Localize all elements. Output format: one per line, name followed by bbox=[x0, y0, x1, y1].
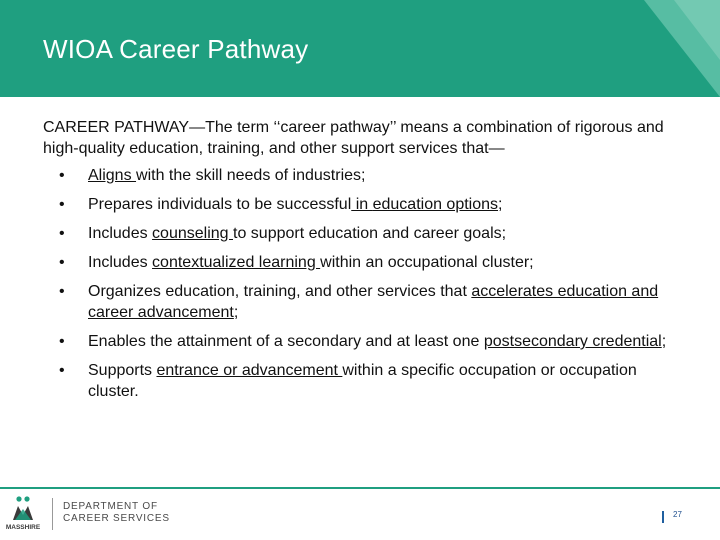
masshire-logo bbox=[5, 494, 45, 534]
bullet-item bbox=[43, 252, 683, 273]
underlined-term: accelerates education and career advancement bbox=[88, 283, 659, 321]
underlined-term: in bbox=[351, 196, 373, 213]
bullet-dot: • bbox=[59, 225, 65, 242]
underlined-term: entrance or advancement bbox=[156, 362, 343, 379]
bullet-item bbox=[43, 331, 683, 352]
bullet-dot: • bbox=[59, 196, 65, 213]
bullet-list bbox=[43, 165, 683, 402]
slide-title: WIOA Career Pathway bbox=[43, 34, 309, 64]
bullet-text: Includes bbox=[88, 254, 153, 271]
bullet-dot: • bbox=[59, 362, 65, 379]
bullet-item bbox=[43, 360, 683, 402]
bullet-item bbox=[43, 194, 683, 215]
bullet-dot: • bbox=[59, 283, 65, 300]
bullet-dot: • bbox=[59, 254, 65, 271]
bullet-text: within a specific occupation or occupation cluster. bbox=[88, 362, 637, 400]
bullet-text: ; bbox=[661, 333, 667, 350]
underlined-term: contextualized learning bbox=[152, 254, 321, 271]
bullet-dot: • bbox=[59, 333, 65, 350]
logo-text: MASSHIRE bbox=[5, 524, 41, 531]
underlined-term: postsecondary credential bbox=[483, 333, 662, 350]
intro-paragraph: CAREER PATHWAY—The term ‘‘career pathway’’ means a combination of rigorous and high-quality education, training, and other support services that— bbox=[43, 119, 664, 157]
underlined-term: counseling bbox=[152, 225, 233, 242]
header-decoration-light bbox=[674, 0, 720, 60]
underlined-term: education options bbox=[372, 196, 499, 213]
bullet-text: within an occupational cluster; bbox=[320, 254, 534, 271]
slide-header bbox=[0, 0, 720, 97]
bullet-text: Supports bbox=[88, 362, 157, 379]
bullet-text: Includes bbox=[88, 225, 153, 242]
bullet-item bbox=[43, 223, 683, 244]
bullet-item bbox=[43, 281, 683, 323]
underlined-term: Aligns bbox=[88, 167, 137, 184]
slide-body bbox=[43, 117, 683, 410]
bullet-dot: • bbox=[59, 167, 65, 184]
page-number-bar bbox=[662, 511, 664, 523]
logo-divider bbox=[52, 498, 53, 530]
bullet-text: to support education and career goals; bbox=[233, 225, 507, 242]
bullet-text: with the skill needs of industries; bbox=[136, 167, 366, 184]
bullet-text: ; bbox=[498, 196, 503, 213]
department-name bbox=[63, 501, 170, 525]
bullet-text: Organizes education, training, and other services that bbox=[88, 283, 472, 300]
bullet-item bbox=[43, 165, 683, 186]
bullet-text: Enables the attainment of a secondary and at least one bbox=[88, 333, 484, 350]
page-number: 27 bbox=[673, 510, 682, 519]
department-line-2: CAREER SERVICES bbox=[63, 513, 170, 524]
department-line-1: DEPARTMENT OF bbox=[63, 501, 158, 512]
bullet-text: ; bbox=[233, 304, 239, 321]
footer-divider bbox=[0, 487, 720, 489]
bullet-text: Prepares individuals to be successful bbox=[88, 196, 352, 213]
